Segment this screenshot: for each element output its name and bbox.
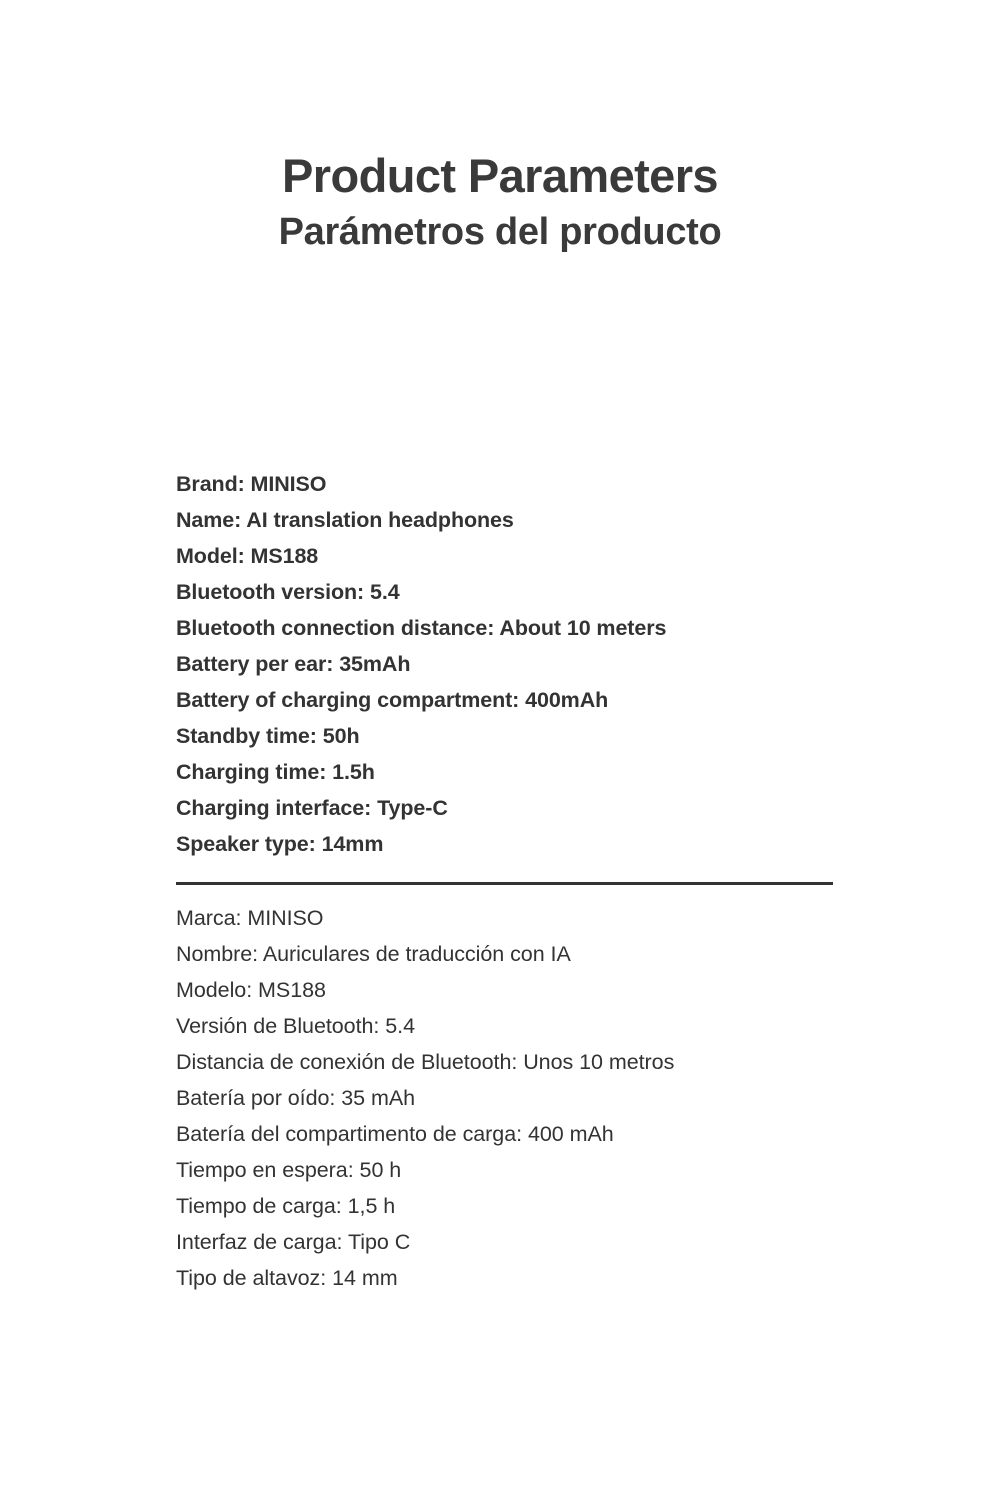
spec-line: Interfaz de carga: Tipo C — [176, 1230, 411, 1254]
spec-list-spanish — [176, 900, 876, 1296]
spec-line: Marca: MINISO — [176, 906, 324, 930]
spec-line: Modelo: MS188 — [176, 978, 326, 1002]
spec-line: Speaker type: 14mm — [176, 832, 384, 856]
spec-list-english — [176, 466, 876, 862]
page-header — [0, 148, 1000, 256]
spec-line: Charging interface: Type-C — [176, 796, 448, 820]
page-title-spanish: Parámetros del producto — [278, 211, 722, 254]
spec-line: Distancia de conexión de Bluetooth: Unos 10 metros — [176, 1050, 675, 1074]
spec-line: Battery of charging compartment: 400mAh — [176, 688, 609, 712]
spec-line: Bluetooth version: 5.4 — [176, 580, 400, 604]
spec-line: Bluetooth connection distance: About 10 meters — [176, 616, 667, 640]
spec-line: Nombre: Auriculares de traducción con IA — [176, 942, 571, 966]
page-title-english: Product Parameters — [282, 149, 718, 202]
spec-line: Versión de Bluetooth: 5.4 — [176, 1014, 416, 1038]
spec-line: Tiempo en espera: 50 h — [176, 1158, 402, 1182]
spec-line: Tipo de altavoz: 14 mm — [176, 1266, 398, 1290]
spec-line: Brand: MINISO — [176, 472, 327, 496]
spec-line: Standby time: 50h — [176, 724, 360, 748]
spec-line: Batería por oído: 35 mAh — [176, 1086, 416, 1110]
section-divider — [176, 882, 833, 885]
spec-line: Charging time: 1.5h — [176, 760, 375, 784]
spec-line: Name: AI translation headphones — [176, 508, 514, 532]
spec-line: Tiempo de carga: 1,5 h — [176, 1194, 396, 1218]
spec-line: Model: MS188 — [176, 544, 319, 568]
spec-line: Battery per ear: 35mAh — [176, 652, 411, 676]
spec-line: Batería del compartimento de carga: 400 mAh — [176, 1122, 614, 1146]
